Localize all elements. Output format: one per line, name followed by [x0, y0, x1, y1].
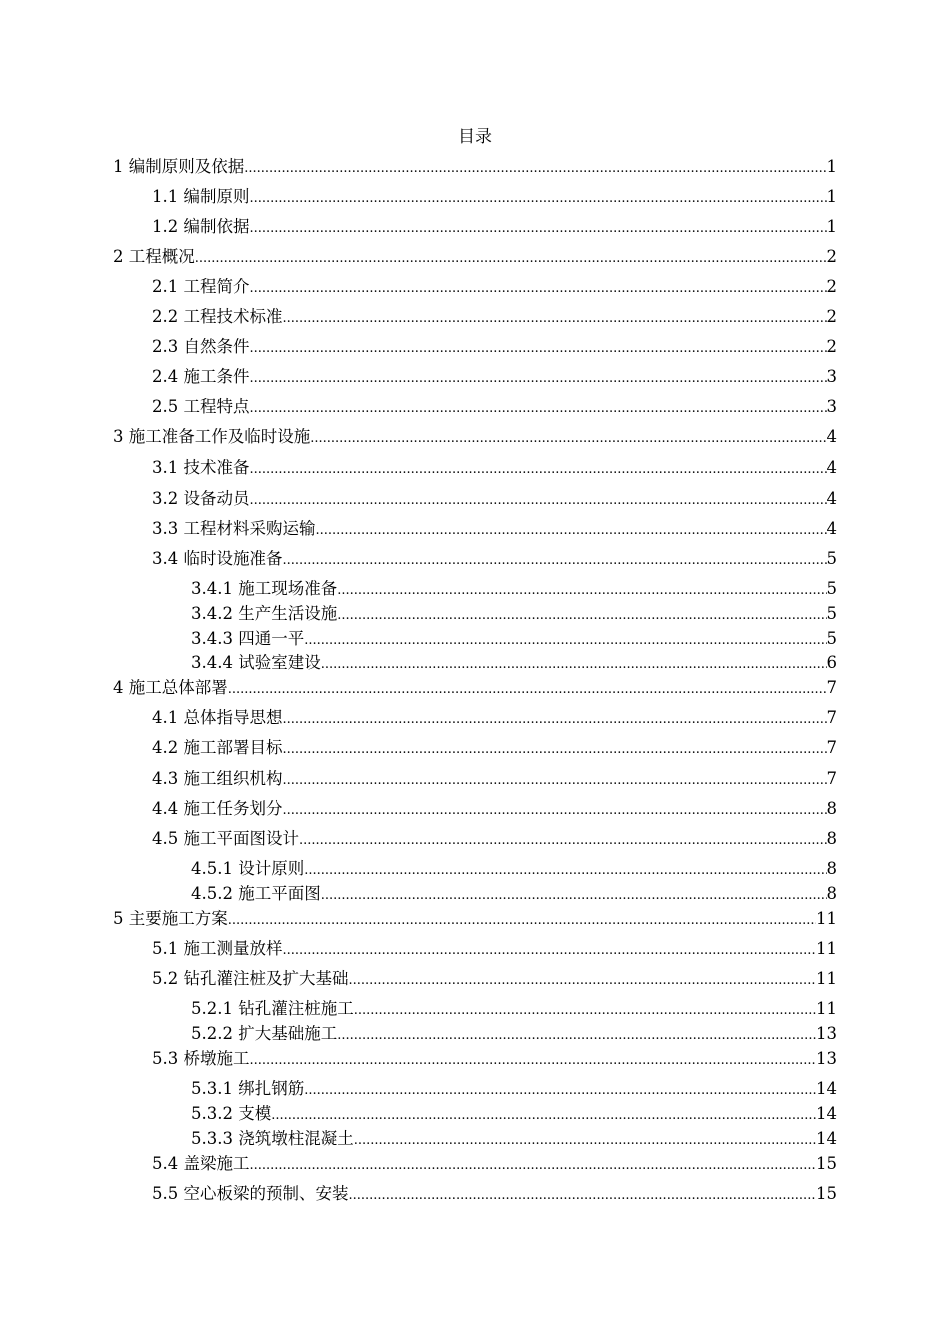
- toc-entry-page-number: 4: [826, 519, 837, 538]
- toc-entry-label: 2.1 工程简介: [152, 277, 250, 296]
- toc-entry-page-number: 5: [826, 629, 837, 648]
- toc-entry-page-number: 14: [816, 1129, 837, 1148]
- toc-entry-page-number: 2: [826, 247, 837, 266]
- toc-leader-dots: [304, 1080, 816, 1102]
- toc-leader-dots: [354, 1000, 816, 1022]
- toc-entry[interactable]: [152, 798, 837, 820]
- toc-entry-page-number: 2: [826, 277, 837, 296]
- toc-entry-page-number: 3: [826, 367, 837, 386]
- toc-entry[interactable]: [152, 216, 837, 238]
- toc-entry-label: 5.3 桥墩施工: [152, 1049, 250, 1068]
- toc-entry-page-number: 5: [826, 579, 837, 598]
- toc-entry-page-number: 4: [826, 458, 837, 477]
- toc-entry-page-number: 5: [826, 549, 837, 568]
- toc-entry-label: 5.2.2 扩大基础施工: [191, 1024, 338, 1043]
- toc-entry-page-number: 15: [816, 1184, 837, 1203]
- toc-leader-dots: [283, 739, 827, 761]
- toc-entry-label: 1.1 编制原则: [152, 187, 250, 206]
- toc-entry-page-number: 11: [816, 999, 837, 1018]
- toc-entry-page-number: 11: [816, 909, 837, 928]
- toc-entry[interactable]: [191, 883, 837, 905]
- toc-entry-label: 4.2 施工部署目标: [152, 738, 283, 757]
- toc-entry[interactable]: [191, 1023, 837, 1045]
- toc-entry[interactable]: [191, 998, 837, 1020]
- toc-entry-label: 4 施工总体部署: [113, 678, 228, 697]
- toc-leader-dots: [244, 158, 826, 180]
- toc-entry-page-number: 13: [816, 1024, 837, 1043]
- toc-entry[interactable]: [152, 1153, 837, 1175]
- toc-entry-label: 4.5 施工平面图设计: [152, 829, 299, 848]
- toc-entry[interactable]: [191, 1128, 837, 1150]
- toc-entry-label: 4.3 施工组织机构: [152, 769, 283, 788]
- toc-leader-dots: [250, 1050, 817, 1072]
- toc-entry-label: 2.5 工程特点: [152, 397, 250, 416]
- toc-leader-dots: [283, 308, 827, 330]
- toc-leader-dots: [321, 654, 827, 676]
- toc-entry-page-number: 1: [826, 187, 837, 206]
- toc-leader-dots: [250, 398, 827, 420]
- toc-entry[interactable]: [152, 366, 837, 388]
- toc-entry-label: 4.1 总体指导思想: [152, 708, 283, 727]
- toc-entry[interactable]: [152, 396, 837, 418]
- toc-entry[interactable]: [152, 828, 837, 850]
- toc-entry[interactable]: [113, 908, 837, 930]
- toc-leader-dots: [283, 800, 827, 822]
- toc-leader-dots: [283, 550, 827, 572]
- toc-leader-dots: [310, 428, 826, 450]
- toc-entry-page-number: 2: [826, 307, 837, 326]
- toc-entry-page-number: 3: [826, 397, 837, 416]
- toc-entry-label: 5.3.3 浇筑墩柱混凝土: [191, 1129, 354, 1148]
- toc-entry[interactable]: [152, 306, 837, 328]
- toc-leader-dots: [195, 248, 827, 270]
- toc-entry-label: 3.4.1 施工现场准备: [191, 579, 338, 598]
- toc-leader-dots: [349, 970, 817, 992]
- toc-entry[interactable]: [191, 858, 837, 880]
- toc-entry-label: 2.4 施工条件: [152, 367, 250, 386]
- toc-entry[interactable]: [152, 518, 837, 540]
- toc-entry-page-number: 14: [816, 1079, 837, 1098]
- toc-leader-dots: [250, 1155, 817, 1177]
- toc-leader-dots: [337, 1025, 816, 1047]
- toc-entry-page-number: 1: [826, 217, 837, 236]
- toc-entry[interactable]: [191, 578, 837, 600]
- toc-entry-label: 5.3.2 支模: [191, 1104, 272, 1123]
- toc-entry-page-number: 8: [826, 829, 837, 848]
- toc-leader-dots: [349, 1185, 817, 1207]
- toc-entry-label: 3.4 临时设施准备: [152, 549, 283, 568]
- toc-leader-dots: [304, 860, 826, 882]
- toc-entry[interactable]: [152, 737, 837, 759]
- toc-leader-dots: [283, 770, 827, 792]
- toc-leader-dots: [228, 679, 827, 701]
- toc-entry-label: 3.1 技术准备: [152, 458, 250, 477]
- toc-leader-dots: [250, 490, 827, 512]
- toc-entry[interactable]: [152, 186, 837, 208]
- toc-entry-label: 2.3 自然条件: [152, 337, 250, 356]
- toc-entry-page-number: 1: [826, 157, 837, 176]
- toc-entry[interactable]: [152, 938, 837, 960]
- toc-entry[interactable]: [152, 707, 837, 729]
- toc-entry-label: 2 工程概况: [113, 247, 195, 266]
- toc-entry-label: 5.2 钻孔灌注桩及扩大基础: [152, 969, 349, 988]
- toc-leader-dots: [271, 1105, 816, 1127]
- toc-leader-dots: [354, 1130, 816, 1152]
- toc-entry-page-number: 4: [826, 427, 837, 446]
- toc-entry-label: 3.4.4 试验室建设: [191, 653, 321, 672]
- toc-entry[interactable]: [113, 246, 837, 268]
- toc-entry[interactable]: [152, 457, 837, 479]
- toc-entry-page-number: 4: [826, 489, 837, 508]
- toc-entry-label: 5 主要施工方案: [113, 909, 228, 928]
- toc-entry-page-number: 11: [816, 969, 837, 988]
- toc-entry[interactable]: [152, 768, 837, 790]
- toc-title: 目录: [458, 127, 492, 147]
- toc-entry[interactable]: [113, 156, 837, 178]
- toc-entry-page-number: 8: [826, 799, 837, 818]
- toc-entry-page-number: 7: [826, 738, 837, 757]
- toc-leader-dots: [337, 605, 826, 627]
- toc-entry[interactable]: [191, 652, 837, 674]
- toc-leader-dots: [250, 368, 827, 390]
- toc-leader-dots: [337, 580, 826, 602]
- toc-leader-dots: [250, 459, 827, 481]
- toc-entry-page-number: 14: [816, 1104, 837, 1123]
- toc-entry-label: 2.2 工程技术标准: [152, 307, 283, 326]
- toc-entry-label: 5.5 空心板梁的预制、安装: [152, 1184, 349, 1203]
- toc-entry-label: 4.5.2 施工平面图: [191, 884, 321, 903]
- toc-entry-label: 5.4 盖梁施工: [152, 1154, 250, 1173]
- toc-entry-label: 3 施工准备工作及临时设施: [113, 427, 311, 446]
- toc-entry-label: 4.5.1 设计原则: [191, 859, 305, 878]
- toc-entry[interactable]: [152, 968, 837, 990]
- toc-entry[interactable]: [113, 426, 837, 448]
- toc-leader-dots: [250, 218, 827, 240]
- toc-entry[interactable]: [191, 1078, 837, 1100]
- toc-entry-page-number: 8: [826, 884, 837, 903]
- toc-entry[interactable]: [152, 276, 837, 298]
- toc-entry-label: 5.2.1 钻孔灌注桩施工: [191, 999, 354, 1018]
- toc-entry-label: 3.4.2 生产生活设施: [191, 604, 338, 623]
- toc-entry-label: 3.3 工程材料采购运输: [152, 519, 316, 538]
- toc-leader-dots: [250, 278, 827, 300]
- toc-entry-label: 1 编制原则及依据: [113, 157, 245, 176]
- toc-entry-label: 3.4.3 四通一平: [191, 629, 305, 648]
- toc-entry[interactable]: [191, 1103, 837, 1125]
- toc-entry-label: 1.2 编制依据: [152, 217, 250, 236]
- toc-entry-page-number: 2: [826, 337, 837, 356]
- toc-entry-label: 3.2 设备动员: [152, 489, 250, 508]
- toc-leader-dots: [250, 188, 827, 210]
- toc-entry-page-number: 11: [816, 939, 837, 958]
- toc-entry[interactable]: [152, 1048, 837, 1070]
- toc-leader-dots: [316, 520, 827, 542]
- toc-leader-dots: [321, 885, 827, 907]
- toc-entry-page-number: 7: [826, 708, 837, 727]
- toc-leader-dots: [250, 338, 827, 360]
- toc-entry-label: 5.1 施工测量放样: [152, 939, 283, 958]
- toc-entry[interactable]: [191, 628, 837, 650]
- toc-leader-dots: [304, 630, 826, 652]
- toc-entry[interactable]: [191, 603, 837, 625]
- toc-entry-label: 5.3.1 绑扎钢筋: [191, 1079, 305, 1098]
- toc-entry[interactable]: [152, 548, 837, 570]
- toc-leader-dots: [283, 940, 817, 962]
- toc-entry[interactable]: [113, 677, 837, 699]
- toc-entry[interactable]: [152, 1183, 837, 1205]
- toc-entry-page-number: 7: [826, 678, 837, 697]
- toc-entry-page-number: 15: [816, 1154, 837, 1173]
- toc-entry-page-number: 13: [816, 1049, 837, 1068]
- toc-leader-dots: [283, 709, 827, 731]
- toc-entry-page-number: 7: [826, 769, 837, 788]
- toc-entry-page-number: 8: [826, 859, 837, 878]
- toc-leader-dots: [228, 910, 816, 932]
- toc-entry-page-number: 5: [826, 604, 837, 623]
- toc-entry-label: 4.4 施工任务划分: [152, 799, 283, 818]
- toc-entry[interactable]: [152, 336, 837, 358]
- toc-leader-dots: [299, 830, 827, 852]
- toc-entry[interactable]: [152, 488, 837, 510]
- toc-entry-page-number: 6: [826, 653, 837, 672]
